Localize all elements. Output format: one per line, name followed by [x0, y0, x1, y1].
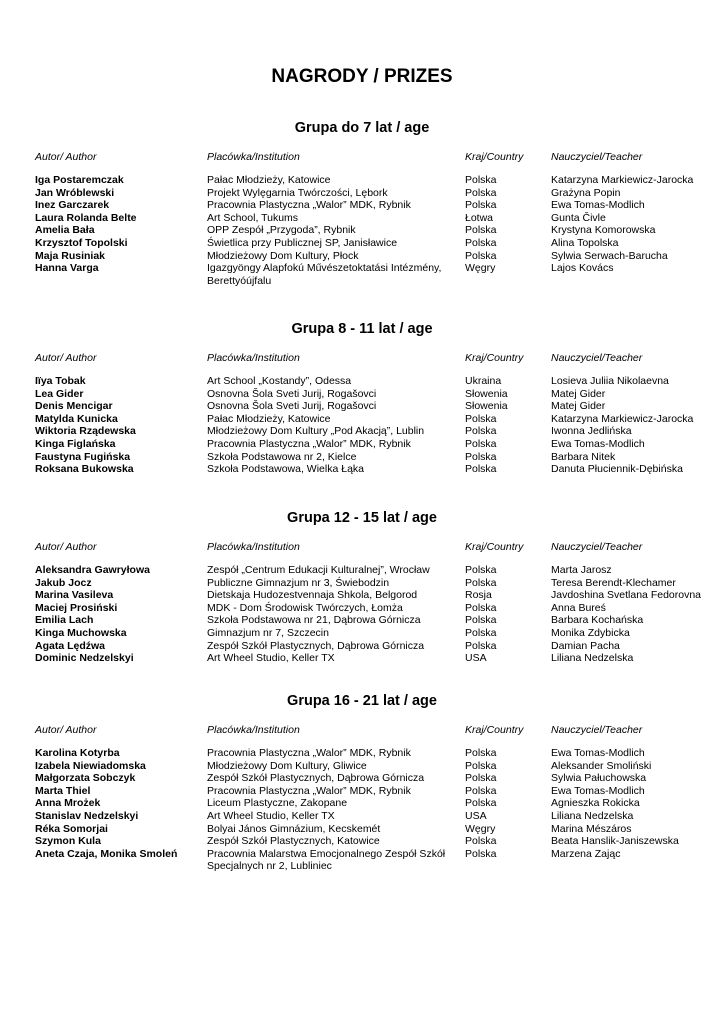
teacher-cell: Damian Pacha	[551, 639, 620, 652]
header-institution: Placówka/Institution	[207, 352, 300, 364]
institution-cell: Art Wheel Studio, Keller TX	[207, 652, 335, 665]
author-cell: Iga Postaremczak	[35, 174, 124, 186]
table-row	[0, 760, 724, 773]
author-cell: Małgorzata Sobczyk	[35, 772, 136, 785]
teacher-cell: Alina Topolska	[551, 236, 619, 249]
country-cell: Polska	[465, 847, 497, 860]
column-headers	[0, 150, 724, 164]
institution-cell: Dietskaja Hudozestvennaja Shkola, Belgorod	[207, 589, 418, 602]
header-institution: Placówka/Institution	[207, 151, 300, 163]
header-teacher: Nauczyciel/Teacher	[551, 352, 643, 364]
author-cell: Jan Wróblewski	[35, 186, 115, 199]
country-cell: Węgry	[465, 262, 496, 275]
teacher-cell: Marzena Zając	[551, 847, 621, 860]
institution-cell: Szkoła Podstawowa nr 2, Kielce	[207, 450, 357, 463]
teacher-cell: Liliana Nedzelska	[551, 652, 634, 665]
author-cell: Izabela Niewiadomska	[35, 759, 146, 772]
table-row	[0, 589, 724, 602]
header-country: Kraj/Country	[465, 724, 524, 736]
header-country: Kraj/Country	[465, 352, 524, 364]
author-cell: Krzysztof Topolski	[35, 236, 128, 249]
header-teacher: Nauczyciel/Teacher	[551, 541, 643, 553]
country-cell: Rosja	[465, 589, 492, 602]
country-cell: Polska	[465, 772, 497, 785]
institution-cell: Projekt Wylęgarnia Twórczości, Lębork	[207, 186, 388, 199]
teacher-cell: Liliana Nedzelska	[551, 809, 634, 822]
institution-cell: Szkoła Podstawowa, Wielka Łąka	[207, 463, 364, 476]
country-cell: Polska	[465, 437, 497, 450]
country-cell: Polska	[465, 614, 497, 627]
country-cell: USA	[465, 809, 487, 822]
institution-cell: Młodzieżowy Dom Kultury, Płock	[207, 249, 359, 262]
institution-cell: Zespół Szkół Plastycznych, Dąbrowa Górnicza	[207, 772, 425, 785]
country-cell: Łotwa	[465, 211, 494, 224]
table-row	[0, 785, 724, 798]
institution-cell: Szkoła Podstawowa nr 21, Dąbrowa Górnicza	[207, 614, 421, 627]
header-institution: Placówka/Institution	[207, 724, 300, 736]
author-cell: Laura Rolanda Belte	[35, 211, 137, 224]
author-cell: Jakub Jocz	[35, 576, 92, 589]
table-row	[0, 640, 724, 653]
teacher-cell: Teresa Berendt-Klechamer	[551, 576, 676, 589]
table-row	[0, 425, 724, 438]
column-headers	[0, 351, 724, 365]
author-cell: Szymon Kula	[35, 835, 101, 848]
author-cell: Inez Garczarek	[35, 199, 110, 212]
institution-cell: Pałac Młodzieży, Katowice	[207, 174, 331, 186]
teacher-cell: Matej Gider	[551, 400, 606, 413]
author-cell: Maja Rusiniak	[35, 249, 106, 262]
table-row	[0, 388, 724, 401]
table-row	[0, 772, 724, 785]
table-row	[0, 237, 724, 250]
country-cell: Słowenia	[465, 400, 508, 413]
table-row	[0, 614, 724, 627]
author-cell: Maciej Prosiński	[35, 601, 118, 614]
institution-cell: Igazgyöngy Alapfokú Művészetoktatási Intézmény, Berettyóújfalu	[207, 262, 442, 287]
institution-cell: Osnovna Šola Sveti Jurij, Rogašovci	[207, 387, 377, 400]
table-row	[0, 810, 724, 823]
teacher-cell: Javdoshina Svetlana Fedorovna	[551, 589, 702, 602]
institution-cell: Pracownia Plastyczna „Walor” MDK, Rybnik	[207, 437, 411, 450]
country-cell: Polska	[465, 186, 497, 199]
teacher-cell: Katarzyna Markiewicz-Jarocka	[551, 174, 694, 186]
author-cell: Anna Mrożek	[35, 797, 101, 810]
group-title: Grupa 16 - 21 lat / age	[287, 693, 437, 709]
prize-list	[0, 747, 724, 873]
institution-cell: Zespół „Centrum Edukacji Kulturalnej”, Wrocław	[207, 564, 430, 576]
country-cell: Polska	[465, 199, 497, 212]
teacher-cell: Marina Mészáros	[551, 822, 632, 835]
table-row	[0, 835, 724, 848]
header-country: Kraj/Country	[465, 151, 524, 163]
header-author: Autor/ Author	[35, 352, 97, 364]
author-cell: Roksana Bukowska	[35, 463, 134, 476]
header-teacher: Nauczyciel/Teacher	[551, 724, 643, 736]
institution-cell: Pałac Młodzieży, Katowice	[207, 412, 331, 425]
table-row	[0, 438, 724, 451]
country-cell: Polska	[465, 797, 497, 810]
teacher-cell: Sylwia Serwach-Barucha	[551, 249, 668, 262]
institution-cell: Zespół Szkół Plastycznych, Katowice	[207, 835, 380, 848]
table-row	[0, 413, 724, 426]
country-cell: Polska	[465, 412, 497, 425]
prize-list	[0, 564, 724, 665]
author-cell: Kinga Figlańska	[35, 437, 116, 450]
country-cell: Polska	[465, 174, 497, 186]
author-cell: Wiktoria Rządewska	[35, 425, 136, 438]
teacher-cell: Agnieszka Rokicka	[551, 797, 640, 810]
country-cell: Polska	[465, 249, 497, 262]
table-row	[0, 199, 724, 212]
institution-cell: Pracownia Plastyczna „Walor” MDK, Rybnik	[207, 784, 411, 797]
author-cell: Hanna Varga	[35, 262, 99, 275]
institution-cell: Pracownia Plastyczna „Walor” MDK, Rybnik	[207, 199, 411, 212]
header-institution: Placówka/Institution	[207, 541, 300, 553]
teacher-cell: Ewa Tomas-Modlich	[551, 199, 645, 212]
author-cell: Matylda Kunicka	[35, 412, 118, 425]
institution-cell: Zespół Szkół Plastycznych, Dąbrowa Górnicza	[207, 639, 425, 652]
author-cell: Karolina Kotyrba	[35, 747, 120, 759]
institution-cell: MDK - Dom Środowisk Twórczych, Łomża	[207, 601, 403, 614]
country-cell: Polska	[465, 236, 497, 249]
author-cell: Kinga Muchowska	[35, 626, 127, 639]
teacher-cell: Lajos Kovács	[551, 262, 614, 275]
table-row	[0, 212, 724, 225]
table-row	[0, 602, 724, 615]
institution-cell: Młodzieżowy Dom Kultury „Pod Akacją”, Lublin	[207, 425, 425, 438]
institution-cell: Pracownia Plastyczna „Walor” MDK, Rybnik	[207, 747, 411, 759]
prize-list	[0, 174, 724, 287]
teacher-cell: Krystyna Komorowska	[551, 224, 656, 237]
author-cell: Emilia Lach	[35, 614, 94, 627]
country-cell: USA	[465, 652, 487, 665]
institution-cell: Publiczne Gimnazjum nr 3, Świebodzin	[207, 576, 390, 589]
country-cell: Słowenia	[465, 387, 508, 400]
table-row	[0, 174, 724, 187]
table-row	[0, 627, 724, 640]
table-row	[0, 823, 724, 836]
country-cell: Polska	[465, 784, 497, 797]
table-row	[0, 564, 724, 577]
country-cell: Polska	[465, 601, 497, 614]
teacher-cell: Ewa Tomas-Modlich	[551, 437, 645, 450]
table-row	[0, 652, 724, 665]
teacher-cell: Katarzyna Markiewicz-Jarocka	[551, 412, 694, 425]
table-row	[0, 250, 724, 263]
institution-cell: Art Wheel Studio, Keller TX	[207, 809, 335, 822]
country-cell: Polska	[465, 576, 497, 589]
institution-cell: Art School, Tukums	[207, 211, 299, 224]
country-cell: Polska	[465, 564, 497, 576]
author-cell: Aleksandra Gawryłowa	[35, 564, 150, 576]
country-cell: Polska	[465, 759, 497, 772]
teacher-cell: Losieva Juliia Nikolaevna	[551, 375, 669, 387]
teacher-cell: Aleksander Smoliński	[551, 759, 652, 772]
table-row	[0, 187, 724, 200]
country-cell: Polska	[465, 463, 497, 476]
table-row	[0, 224, 724, 237]
author-cell: Stanislav Nedzelskyi	[35, 809, 139, 822]
country-cell: Polska	[465, 450, 497, 463]
country-cell: Polska	[465, 747, 497, 759]
column-headers	[0, 723, 724, 737]
author-cell: Faustyna Fugińska	[35, 450, 131, 463]
country-cell: Polska	[465, 835, 497, 848]
teacher-cell: Ewa Tomas-Modlich	[551, 747, 645, 759]
teacher-cell: Barbara Kochańska	[551, 614, 644, 627]
author-cell: Dominic Nedzelskyi	[35, 652, 134, 665]
teacher-cell: Sylwia Pałuchowska	[551, 772, 647, 785]
group-title: Grupa 12 - 15 lat / age	[287, 510, 437, 526]
author-cell: Denis Mencigar	[35, 400, 113, 413]
country-cell: Węgry	[465, 822, 496, 835]
institution-cell: Osnovna Šola Sveti Jurij, Rogašovci	[207, 400, 377, 413]
table-row	[0, 463, 724, 476]
header-author: Autor/ Author	[35, 151, 97, 163]
header-teacher: Nauczyciel/Teacher	[551, 151, 643, 163]
country-cell: Polska	[465, 224, 497, 237]
teacher-cell: Grażyna Popin	[551, 186, 621, 199]
author-cell: Marina Vasileva	[35, 589, 114, 602]
country-cell: Polska	[465, 425, 497, 438]
institution-cell: OPP Zespół „Przygoda”, Rybnik	[207, 224, 356, 237]
teacher-cell: Barbara Nitek	[551, 450, 616, 463]
author-cell: Aneta Czaja, Monika Smoleń	[35, 847, 178, 860]
table-row	[0, 451, 724, 464]
table-row	[0, 747, 724, 760]
institution-cell: Liceum Plastyczne, Zakopane	[207, 797, 348, 810]
table-row	[0, 577, 724, 590]
table-row	[0, 400, 724, 413]
group-title: Grupa 8 - 11 lat / age	[291, 321, 433, 337]
institution-cell: Gimnazjum nr 7, Szczecin	[207, 626, 329, 639]
author-cell: Réka Somorjai	[35, 822, 108, 835]
institution-cell: Art School „Kostandy”, Odessa	[207, 375, 352, 387]
header-country: Kraj/Country	[465, 541, 524, 553]
teacher-cell: Marta Jarosz	[551, 564, 612, 576]
table-row	[0, 797, 724, 810]
teacher-cell: Danuta Płuciennik-Dębińska	[551, 463, 683, 476]
institution-cell: Świetlica przy Publicznej SP, Janisławice	[207, 236, 398, 249]
header-author: Autor/ Author	[35, 724, 97, 736]
teacher-cell: Gunta Čivle	[551, 211, 606, 224]
teacher-cell: Matej Gider	[551, 387, 606, 400]
author-cell: Lea Gider	[35, 387, 84, 400]
teacher-cell: Anna Bureś	[551, 601, 606, 614]
institution-cell: Bolyai János Gimnázium, Kecskemét	[207, 822, 381, 835]
group-title: Grupa do 7 lat / age	[294, 120, 430, 136]
teacher-cell: Beata Hanslik-Janiszewska	[551, 835, 679, 848]
institution-cell: Pracownia Malarstwa Emocjonalnego Zespół Szkół Specjalnych nr 2, Lubliniec	[207, 847, 446, 873]
institution-cell: Młodzieżowy Dom Kultury, Gliwice	[207, 759, 367, 772]
page-title: NAGRODY / PRIZES	[271, 66, 453, 87]
country-cell: Ukraina	[465, 375, 502, 387]
teacher-cell: Monika Zdybicka	[551, 626, 630, 639]
prize-list	[0, 375, 724, 476]
author-cell: Amelia Bała	[35, 224, 95, 237]
teacher-cell: Iwonna Jedlińska	[551, 425, 632, 438]
header-author: Autor/ Author	[35, 541, 97, 553]
country-cell: Polska	[465, 626, 497, 639]
teacher-cell: Ewa Tomas-Modlich	[551, 784, 645, 797]
author-cell: Agata Lędźwa	[35, 639, 106, 652]
author-cell: Marta Thiel	[35, 784, 91, 797]
table-row	[0, 848, 724, 873]
author-cell: Iïya Tobak	[35, 375, 86, 387]
country-cell: Polska	[465, 639, 497, 652]
table-row	[0, 375, 724, 388]
table-row	[0, 262, 724, 287]
column-headers	[0, 540, 724, 554]
